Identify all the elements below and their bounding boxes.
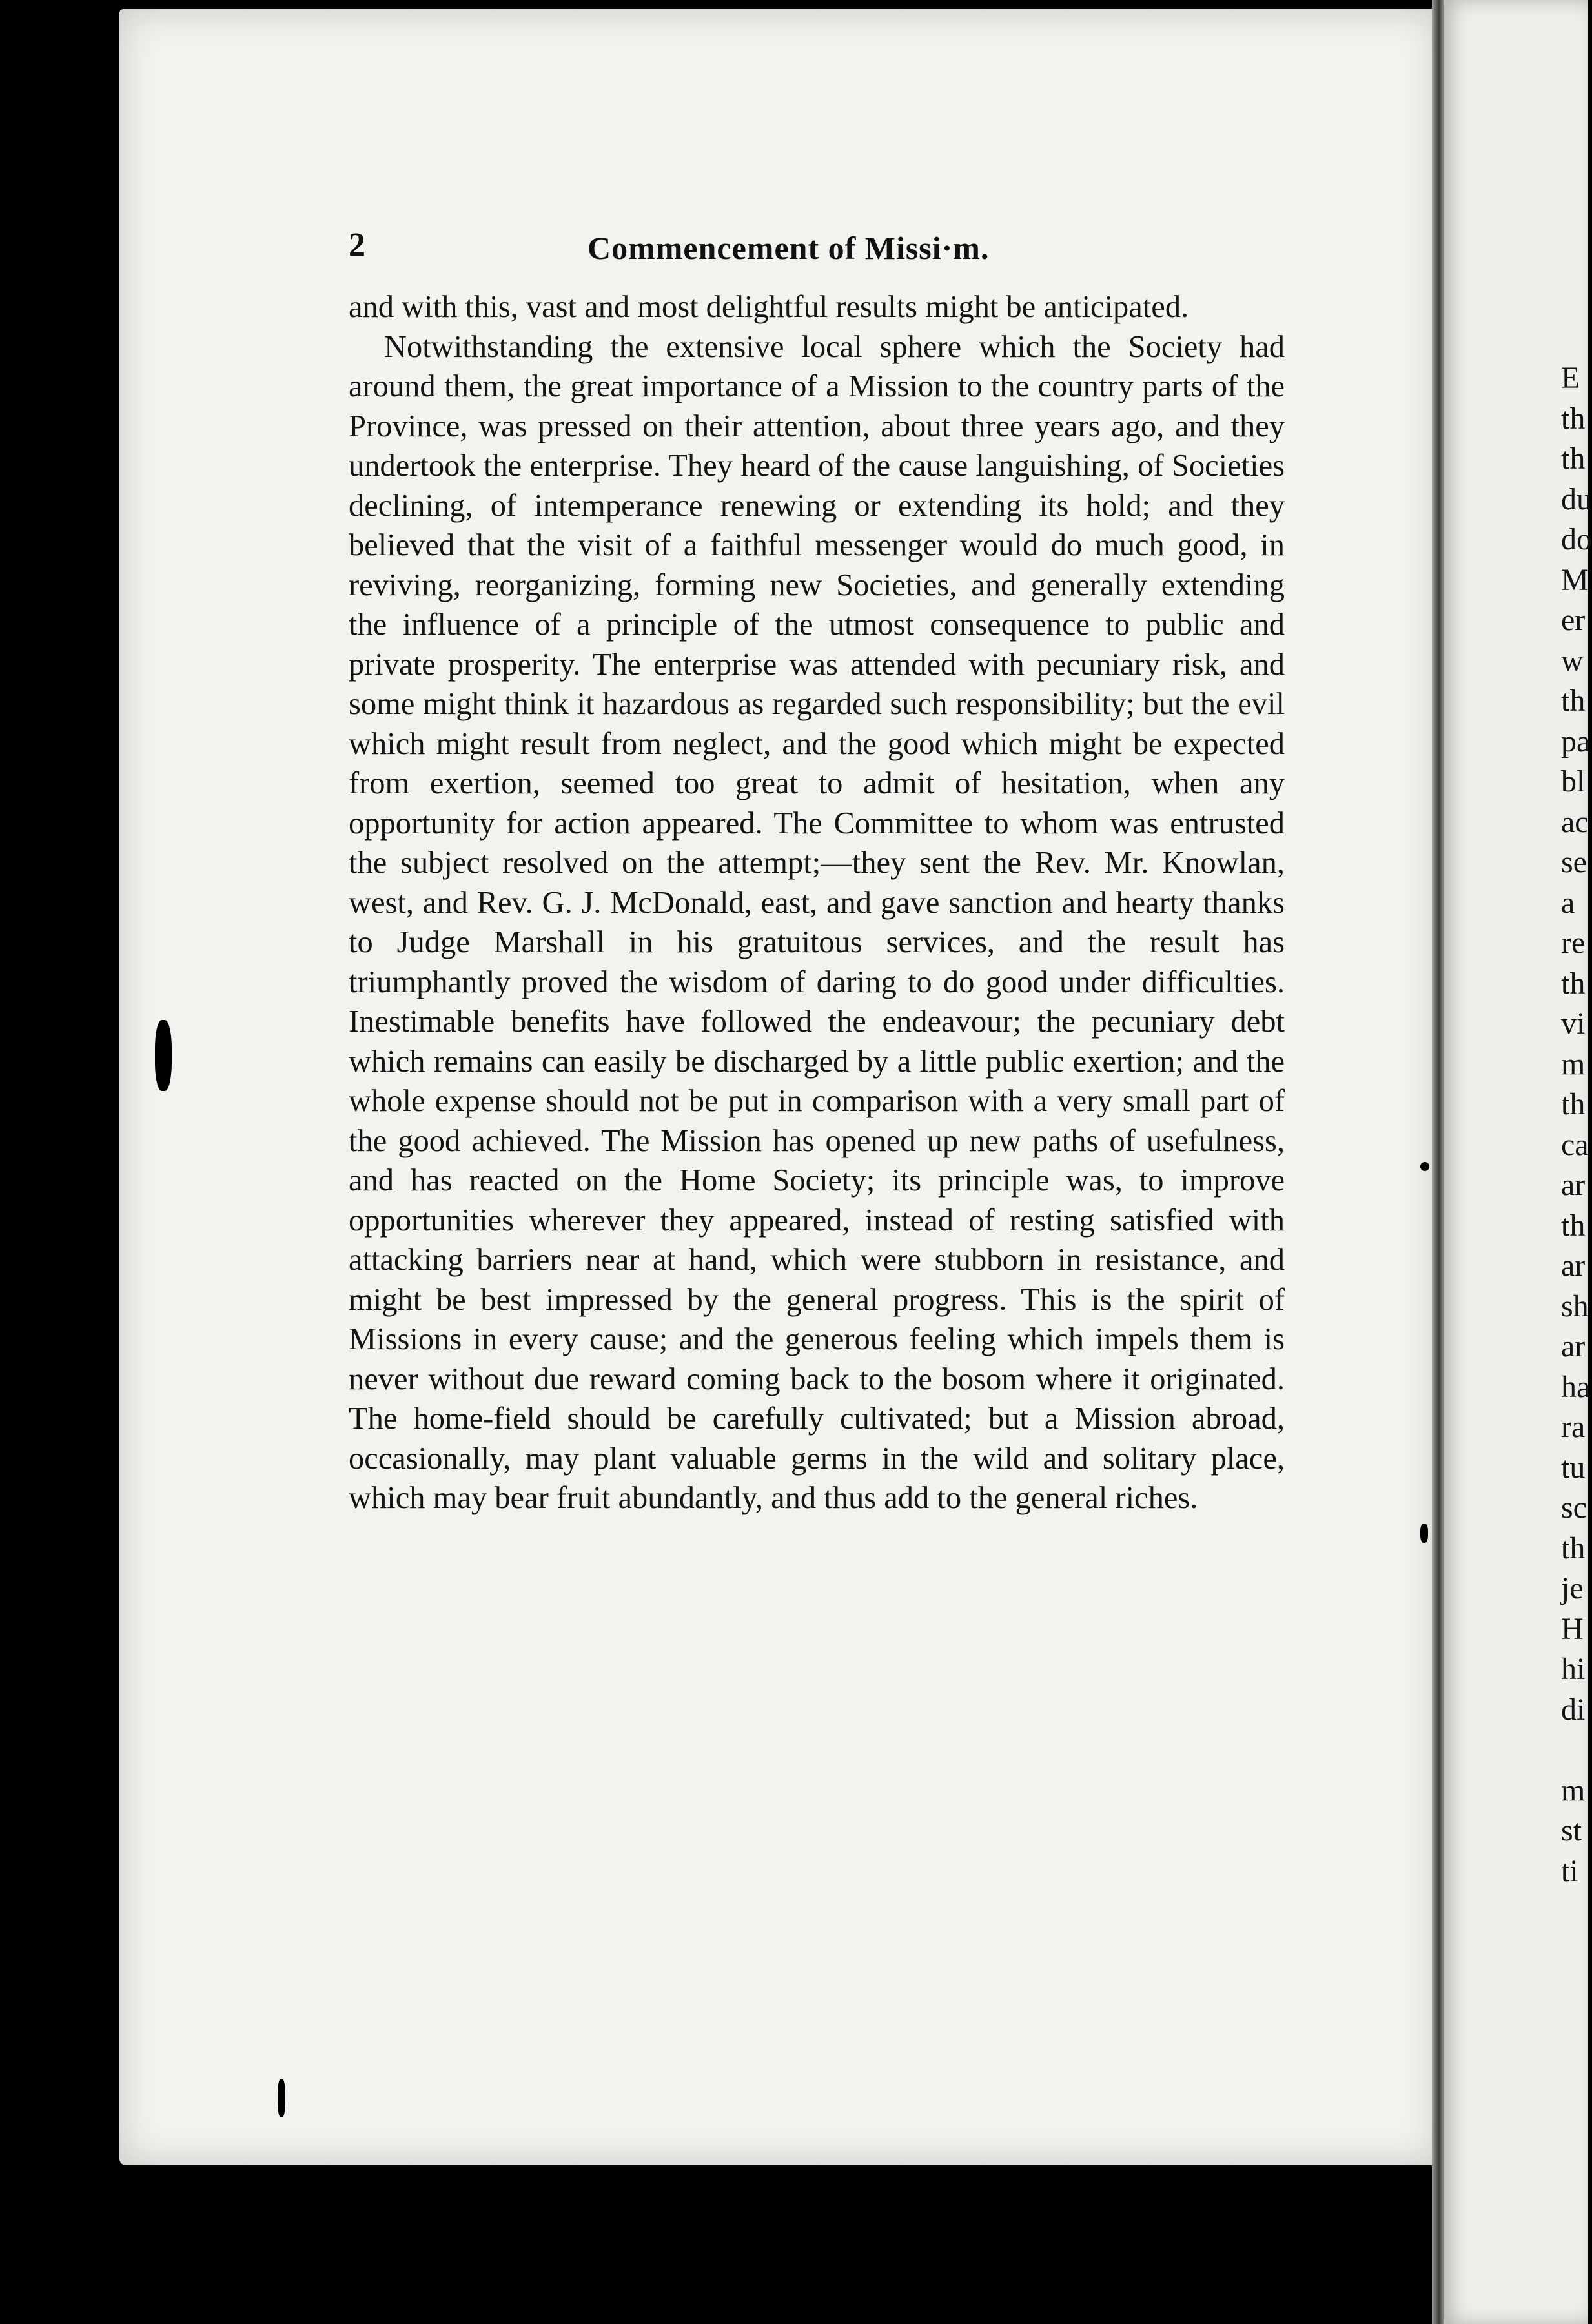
right-page-fragment: st <box>1561 1813 1582 1848</box>
right-page-fragment: th <box>1561 401 1586 436</box>
paragraph: Notwithstanding the extensive local sphere which the Society had around them, the great importance of a Mission to the country parts of the Province, was pressed on their attention, about three years ago, and they undertook the enterprise. They heard of the cause languishing, of Societies declining, of intemperance renewing or extending its hold; and they believed that the visit of a faithful messenger would do much good, in reviving, reorganizing, forming new Societies, and generally extending the influence of a principle of the utmost consequence to public and private prosperity. The enterprise was attended with pecuniary risk, and some might think it hazardous as regarded such responsibility; but the evil which might result from neglect, and the good which might be expected from exertion, seemed too great to admit of hesitation, when any opportunity for action appeared. The Committee to whom was entrusted the subject resolved on the attempt;—they sent the Rev. Mr. Knowlan, west, and Rev. G. J. McDonald, east, and gave sanction and hearty thanks to Judge Marshall in his gratuitous services, and the result has triumphantly proved the wisdom of daring to do good under difficulties. Inestimable benefits have followed the endeavour; the pecuniary debt which remains can easily be discharged by a little public exertion; and the whole expense should not be put in comparison with a very small part of the good achieved. The Mission has opened up new paths of usefulness, and has reacted on the Home Society; its principle was, to improve opportunities wherever they appeared, instead of resting satisfied with attacking barriers near at hand, which were stubborn in resistance, and might be best impressed by the general progress. This is the spirit of Missions in every cause; and the generous feeling which impels them is never without due reward coming back to the bosom where it originated. The home-field should be carefully cultivated; but a Mission abroad, occasionally, may plant valuable germs in the wild and solitary place, which may bear fruit abundantly, and thus add to the general riches. <box>349 329 1285 1515</box>
right-page-fragment: je <box>1561 1571 1584 1605</box>
right-page-fragment: se <box>1561 845 1587 879</box>
right-page-fragment: di <box>1561 1692 1586 1727</box>
right-page-fragment: re <box>1561 926 1586 960</box>
right-page-fragment: hi <box>1561 1652 1586 1686</box>
right-page-fragment: M <box>1561 562 1589 597</box>
body-text <box>349 287 1285 1518</box>
right-page-fragment: E <box>1561 361 1580 395</box>
right-page-fragment: m <box>1561 1046 1586 1081</box>
scan-spot <box>1420 1162 1429 1171</box>
right-page-fragment <box>1561 1730 1588 1771</box>
page-header <box>349 227 1394 279</box>
right-page-fragment: ra <box>1561 1410 1586 1444</box>
paragraph: and with this, vast and most delightful results might be anticipated. <box>349 290 1189 324</box>
right-page-fragment: bl <box>1561 764 1586 799</box>
page-number: 2 <box>349 227 365 263</box>
right-page-fragment: m <box>1561 1773 1586 1808</box>
right-page-fragment: tu <box>1561 1450 1586 1485</box>
scan-spot <box>278 2079 285 2117</box>
right-page-fragment: ha <box>1561 1369 1591 1404</box>
right-page-fragment: th <box>1561 1531 1586 1565</box>
right-page-fragment: ac <box>1561 804 1589 839</box>
right-page-fragment: th <box>1561 966 1586 1001</box>
right-page-fragment: w <box>1561 643 1584 678</box>
right-page-fragment: sc <box>1561 1491 1587 1525</box>
right-page-fragment: th <box>1561 1087 1586 1121</box>
right-page-fragment: th <box>1561 1208 1586 1243</box>
right-page-fragment: vi <box>1561 1006 1586 1041</box>
right-page-fragment: ar <box>1561 1168 1586 1202</box>
right-page-text-fragments <box>1561 358 1592 1891</box>
right-page-fragment: th <box>1561 442 1586 476</box>
right-page-fragment: pa <box>1561 724 1591 759</box>
right-page-fragment: ar <box>1561 1329 1586 1363</box>
right-page-fragment: th <box>1561 684 1586 718</box>
right-page-fragment: du <box>1561 482 1592 516</box>
right-page-fragment: sh <box>1561 1289 1589 1323</box>
scan-spot <box>1420 1524 1428 1543</box>
right-page-fragment: a <box>1561 885 1575 920</box>
scan-spot <box>155 1020 172 1091</box>
right-page-fragment: ar <box>1561 1249 1586 1283</box>
right-page-fragment: H <box>1561 1611 1584 1646</box>
running-head: Commencement of Missi·m. <box>587 230 990 266</box>
right-page-fragment: er <box>1561 603 1586 637</box>
right-page-fragment: ti <box>1561 1853 1578 1888</box>
right-page-fragment: do <box>1561 522 1592 556</box>
right-page-fragment: ca <box>1561 1127 1589 1162</box>
